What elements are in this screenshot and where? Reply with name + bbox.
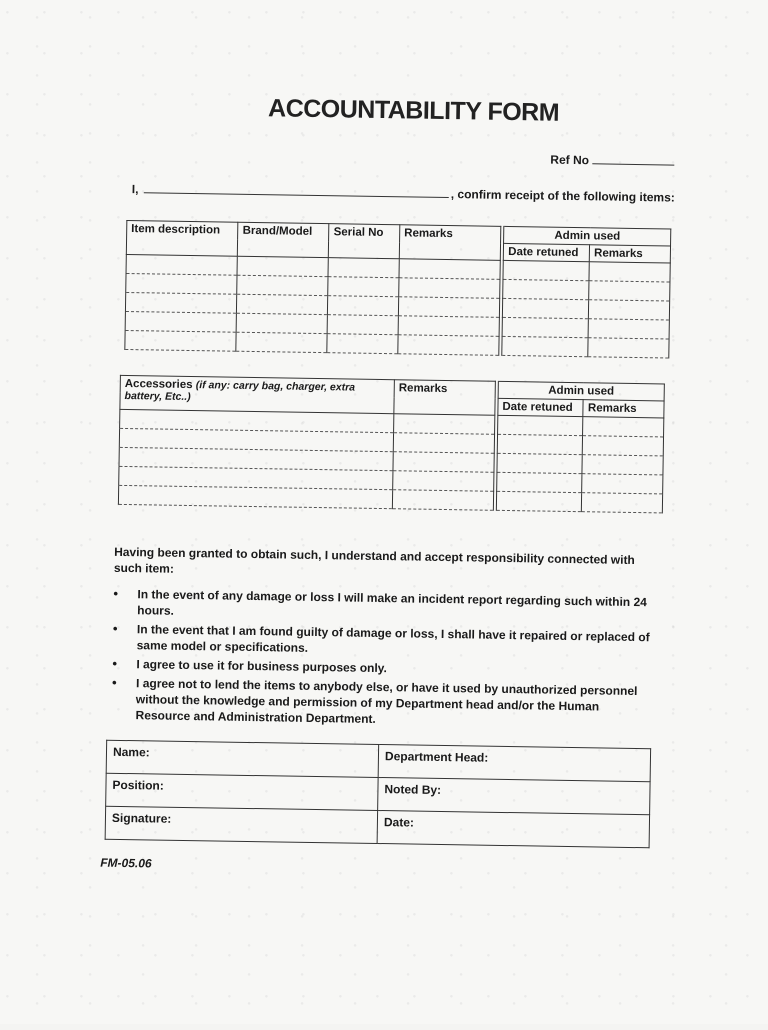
- ref-no-field: [550, 153, 674, 169]
- items-table: [124, 220, 671, 359]
- col-brand-model: Brand/Model: [238, 222, 330, 257]
- col-admin-remarks: Remarks: [583, 400, 664, 418]
- form-title: ACCOUNTABILITY FORM: [267, 94, 560, 127]
- noted-by-cell: Noted By:: [378, 778, 650, 815]
- name-blank: [144, 182, 449, 198]
- responsibility-statement: Having been granted to obtain such, I understand and accept responsibility connected with such item:: [113, 544, 635, 576]
- signature-table: [105, 740, 652, 849]
- signature-cell: Signature:: [105, 806, 377, 843]
- form-code: FM-05.06: [100, 855, 152, 871]
- accessories-table: [118, 375, 665, 514]
- col-remarks: Remarks: [399, 225, 501, 261]
- terms-list: [111, 586, 658, 735]
- ref-no-label: Ref No: [550, 152, 590, 168]
- col-date-retuned: Date retuned: [504, 243, 590, 261]
- list-item: • I agree to use it for business purposes only.: [112, 656, 657, 681]
- col-serial-no: Serial No: [329, 224, 400, 259]
- col-admin-used: Admin used: [498, 381, 664, 401]
- accessories-note: (if any: carry bag, charger, extra battery, Etc..): [124, 379, 356, 404]
- col-admin-used: Admin used: [504, 226, 671, 246]
- col-accessories: [120, 375, 395, 413]
- confirm-suffix: , confirm receipt of the following items:: [450, 187, 675, 205]
- col-admin-remarks: Remarks: [589, 245, 670, 263]
- list-item: • In the event that I am found guilty of damage or loss, I shall have it repaired or replaced of same model or specifications.: [113, 621, 658, 662]
- list-item: • I agree not to lend the items to anybody else, or have it used by unauthorized personnel without the knowledge and permission of my Department head and/or the Human Resource and Administration Department.: [111, 675, 657, 732]
- department-head-cell: Department Head:: [378, 745, 650, 782]
- col-item-description: Item description: [126, 220, 238, 256]
- name-cell: Name:: [106, 740, 378, 777]
- col-accessories-remarks: Remarks: [394, 380, 495, 416]
- accessories-label: Accessories: [124, 377, 193, 392]
- date-cell: Date:: [377, 811, 649, 848]
- confirm-receipt-line: [132, 182, 692, 205]
- ref-no-blank: [592, 153, 674, 165]
- list-item: • In the event of any damage or loss I will make an incident report regarding such within 24 hours.: [113, 586, 658, 627]
- col-date-retuned: Date retuned: [498, 398, 584, 416]
- position-cell: Position:: [106, 773, 378, 810]
- confirm-prefix: I,: [131, 182, 139, 197]
